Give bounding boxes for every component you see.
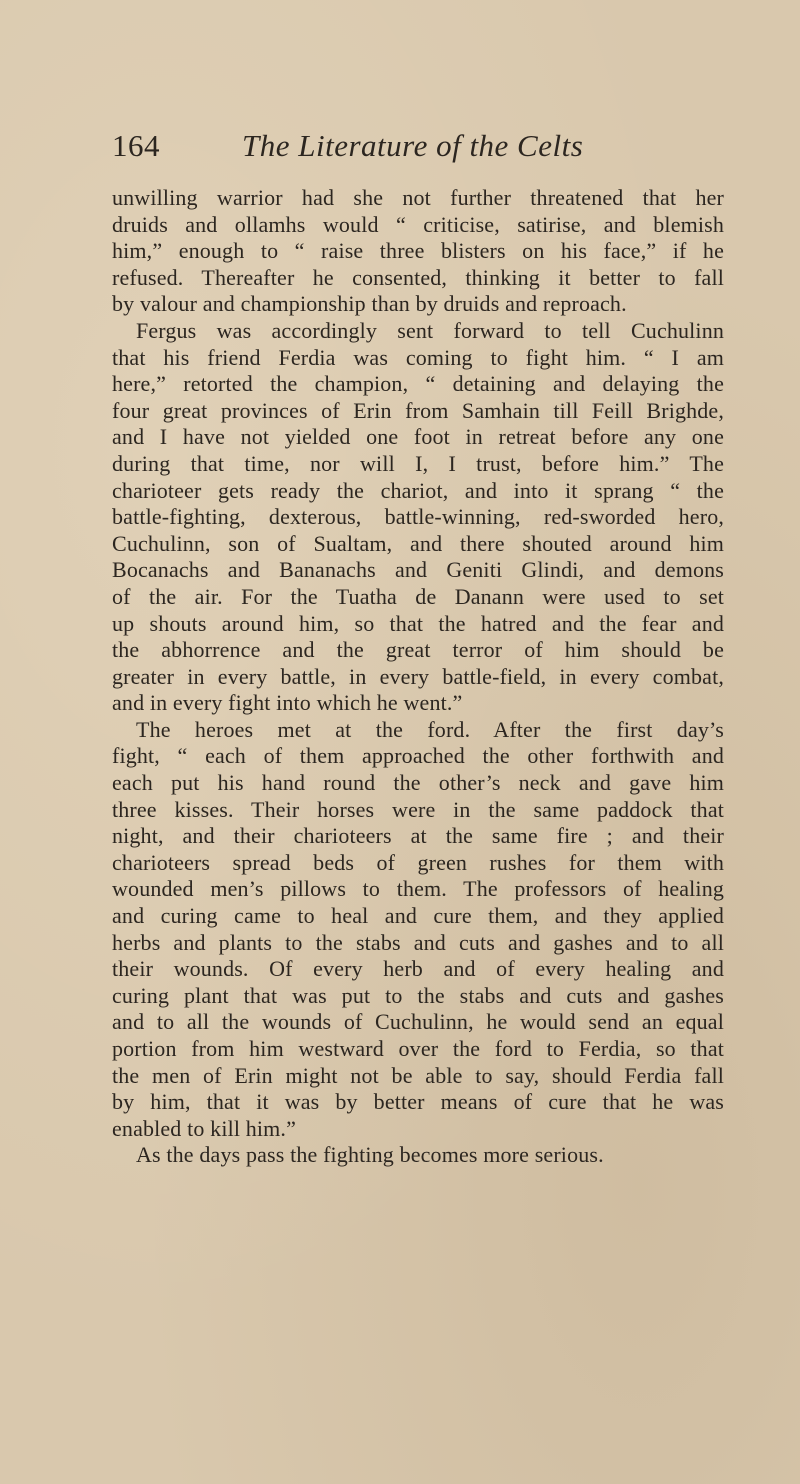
text-line: of the air. For the Tuatha de Danann were used to set — [112, 583, 724, 609]
text-line: their wounds. Of every herb and of every healing and — [112, 956, 724, 982]
text-line: by valour and championship than by druids and reproach. — [112, 291, 627, 317]
text-line: by him, that it was by better means of cure that he was — [112, 1089, 724, 1115]
text-line: the abhorrence and the great terror of him should be — [112, 637, 724, 663]
text-line: unwilling warrior had she not further threatened that her — [112, 185, 724, 210]
text-line: the men of Erin might not be able to say, should Ferdia fall — [112, 1062, 724, 1088]
text-line: enabled to kill him.” — [112, 1115, 296, 1141]
text-line: and I have not yielded one foot in retreat before any one — [112, 424, 724, 450]
text-line: herbs and plants to the stabs and cuts and gashes and to all — [112, 929, 724, 955]
page-number: 164 — [112, 128, 160, 163]
text-line: and in every fight into which he went.” — [112, 690, 463, 716]
running-head — [112, 126, 724, 170]
text-line: Fergus was accordingly sent forward to tell Cuchulinn — [136, 317, 724, 343]
text-line: three kisses. Their horses were in the same paddock that — [112, 796, 724, 822]
text-line: greater in every battle, in every battle-field, in every combat, — [112, 663, 724, 689]
text-line: refused. Thereafter he consented, thinking it better to fall — [112, 264, 724, 290]
text-line: during that time, nor will I, I trust, before him.” The — [112, 450, 724, 476]
text-line: druids and ollamhs would “ criticise, satirise, and blemish — [112, 211, 724, 237]
running-title: The Literature of the Celts — [242, 128, 584, 163]
body-text — [112, 185, 724, 1169]
text-line: each put his hand round the other’s neck and gave him — [112, 770, 724, 796]
text-line: night, and their charioteers at the same fire ; and their — [112, 823, 724, 849]
text-line: him,” enough to “ raise three blisters on his face,” if he — [112, 238, 724, 264]
text-line: portion from him westward over the ford to Ferdia, so that — [112, 1036, 724, 1061]
text-line: four great provinces of Erin from Samhain till Feill Brighde, — [112, 397, 724, 423]
text-line: that his friend Ferdia was coming to fight him. “ I am — [112, 344, 724, 370]
text-line: curing plant that was put to the stabs and cuts and gashes — [112, 982, 724, 1008]
text-line: Bocanachs and Bananachs and Geniti Glindi, and demons — [112, 557, 724, 583]
text-line: and to all the wounds of Cuchulinn, he would send an equal — [112, 1009, 724, 1035]
text-line: battle-fighting, dexterous, battle-winning, red-sworded hero, — [112, 504, 724, 530]
text-line: up shouts around him, so that the hatred and the fear and — [112, 610, 724, 636]
text-line: As the days pass the fighting becomes more serious. — [136, 1142, 604, 1168]
text-line: charioteers spread beds of green rushes for them with — [112, 849, 724, 875]
text-line: wounded men’s pillows to them. The professors of healing — [112, 876, 724, 902]
text-line: Cuchulinn, son of Sualtam, and there shouted around him — [112, 530, 724, 556]
text-line: fight, “ each of them approached the other forthwith and — [112, 743, 724, 769]
text-line: and curing came to heal and cure them, and they applied — [112, 903, 724, 929]
text-line: charioteer gets ready the chariot, and into it sprang “ the — [112, 477, 724, 503]
text-line: here,” retorted the champion, “ detaining and delaying the — [112, 371, 724, 397]
text-line: The heroes met at the ford. After the first day’s — [136, 716, 724, 742]
